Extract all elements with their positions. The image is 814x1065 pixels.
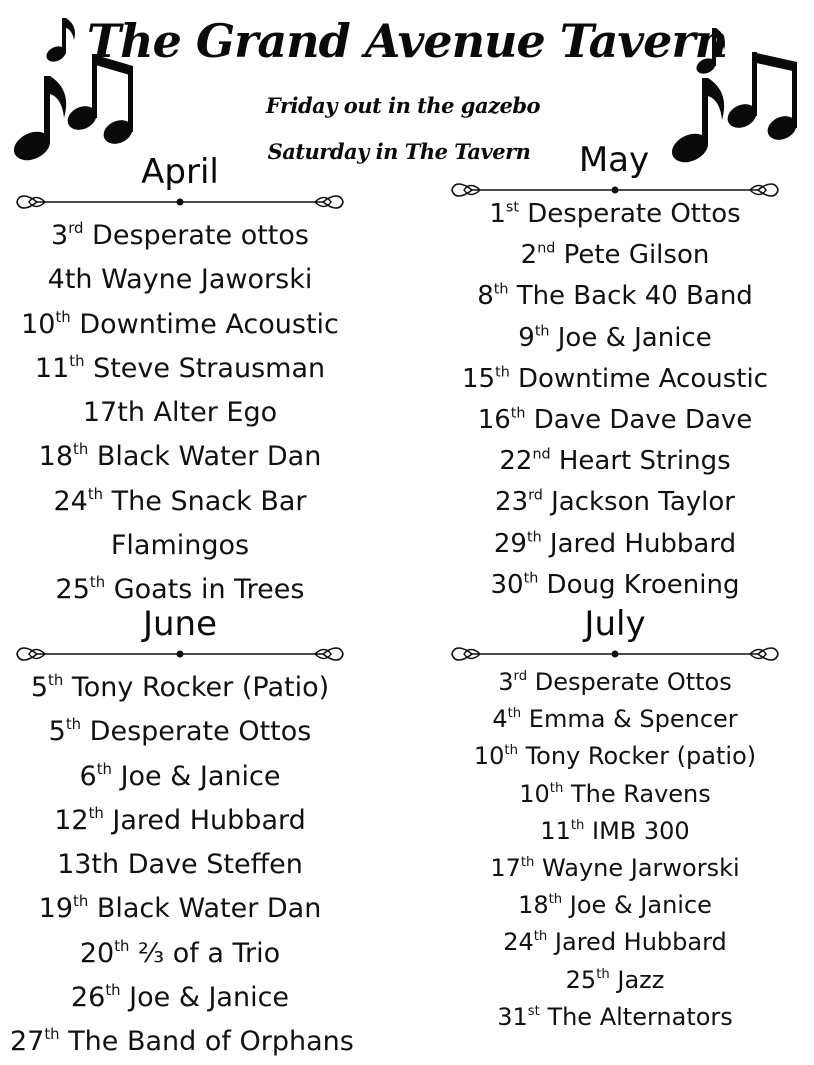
event-act: Black Water Dan <box>96 441 322 473</box>
flourish-divider-icon <box>15 192 345 212</box>
event-day: 18 <box>518 891 549 920</box>
list-item <box>10 347 350 391</box>
month-heading-may: May <box>578 140 650 180</box>
event-day: 22 <box>499 446 533 477</box>
event-day-suffix: th <box>504 743 518 759</box>
event-day-suffix: th <box>69 351 85 370</box>
event-day-suffix: th <box>87 484 104 503</box>
event-act: Alter Ego <box>153 397 278 429</box>
july-section <box>445 604 785 1036</box>
list-item <box>445 887 785 924</box>
event-day: 2 <box>520 240 538 271</box>
event-act: Downtime Acoustic <box>79 308 339 340</box>
event-day-suffix: st <box>527 1003 540 1019</box>
event-act: Desperate Ottos <box>89 716 312 748</box>
list-item <box>445 924 785 961</box>
may-section <box>445 140 785 606</box>
list-item <box>10 932 350 976</box>
list-item <box>10 887 350 931</box>
event-day-suffix: th <box>549 780 564 796</box>
list-item <box>10 303 350 347</box>
list-item <box>445 999 785 1036</box>
flourish-divider-icon <box>450 644 780 664</box>
event-act: Goats in Trees <box>113 574 305 606</box>
list-item <box>10 666 350 710</box>
event-act: Jackson Taylor <box>551 487 735 518</box>
event-act: Steve Strausman <box>93 352 326 384</box>
event-act: Jared Hubbard <box>554 928 727 957</box>
month-heading-april: April <box>141 152 219 192</box>
event-day-suffix: nd <box>532 446 551 463</box>
event-day-suffix: th <box>114 936 130 955</box>
list-item <box>10 391 350 435</box>
event-day: 5 <box>30 672 49 703</box>
july-list <box>445 664 785 1036</box>
event-day-suffix: th <box>55 307 71 326</box>
event-act: Pete Gilson <box>563 240 710 271</box>
event-day: 4th <box>47 264 93 296</box>
list-item <box>445 850 785 887</box>
event-act: The Ravens <box>570 779 711 808</box>
event-day: 26 <box>70 982 106 1014</box>
may-list <box>445 194 785 606</box>
list-item <box>10 710 350 754</box>
list-item <box>445 813 785 850</box>
list-item <box>10 755 350 799</box>
event-act: Joe & Janice <box>569 891 712 920</box>
event-day: 9 <box>518 322 535 353</box>
event-day: 18 <box>38 441 74 473</box>
list-item <box>10 976 350 1020</box>
event-day: 27 <box>10 1026 45 1058</box>
flourish-divider-icon <box>15 644 345 664</box>
event-day-suffix: th <box>510 405 526 422</box>
june-section <box>10 604 354 1065</box>
event-day: 16 <box>477 405 511 436</box>
page-title: The Grand Avenue Tavern <box>86 14 728 68</box>
event-day-suffix: th <box>533 929 548 945</box>
event-day: 8 <box>477 281 494 312</box>
event-day-suffix: th <box>548 892 563 908</box>
event-act: Wayne Jarworski <box>542 854 740 883</box>
event-act: The Band of Orphans <box>68 1026 354 1058</box>
june-list <box>10 666 354 1065</box>
list-item <box>445 318 785 359</box>
event-day: 23 <box>495 487 529 518</box>
event-day: 3 <box>498 668 514 696</box>
list-item <box>445 482 785 523</box>
event-day: 25 <box>565 965 597 994</box>
list-item <box>10 214 350 258</box>
event-day: 19 <box>38 893 74 925</box>
event-act: Jared Hubbard <box>549 528 737 559</box>
list-item <box>445 664 785 701</box>
list-item <box>10 1020 354 1064</box>
event-act: Joe & Janice <box>557 322 712 353</box>
event-act: The Back 40 Band <box>516 281 753 312</box>
event-day: 31 <box>497 1002 528 1031</box>
list-item <box>10 799 350 843</box>
list-item <box>10 843 350 887</box>
event-act: Dave Dave Dave <box>533 405 753 436</box>
event-day-suffix: th <box>73 892 89 911</box>
april-section <box>10 152 350 613</box>
event-act: Heart Strings <box>558 446 731 477</box>
list-item <box>445 962 785 999</box>
event-day: 24 <box>53 485 88 517</box>
event-day-suffix: th <box>507 706 522 722</box>
event-day: 30 <box>490 569 524 600</box>
april-list <box>10 214 350 613</box>
list-item <box>445 441 785 482</box>
event-act: ⅔ of a Trio <box>138 937 281 969</box>
event-day: 10 <box>519 779 550 808</box>
event-act: Desperate ottos <box>92 220 309 251</box>
event-day: 10 <box>21 308 56 340</box>
list-item <box>445 701 785 738</box>
event-act: Jared Hubbard <box>112 804 306 836</box>
event-day: 6 <box>79 760 97 792</box>
event-act: Tony Rocker (patio) <box>525 742 757 771</box>
event-day-suffix: th <box>495 364 510 381</box>
event-day-suffix: th <box>89 573 106 592</box>
event-act: Jazz <box>617 965 665 994</box>
event-act: Dave Steffen <box>127 849 303 881</box>
event-act: IMB 300 <box>592 816 690 845</box>
event-day: 5 <box>48 716 66 748</box>
event-day-suffix: th <box>88 803 104 822</box>
list-item <box>10 258 350 302</box>
event-day-suffix: th <box>520 855 535 871</box>
event-act: Flamingos <box>110 530 250 562</box>
event-day: 10 <box>473 742 505 771</box>
month-heading-june: June <box>142 604 218 644</box>
event-day-suffix: th <box>44 1025 60 1044</box>
event-day-suffix: th <box>48 670 64 689</box>
event-act: Desperate Ottos <box>534 668 732 696</box>
event-day: 17 <box>490 854 521 883</box>
event-day-suffix: th <box>526 528 542 545</box>
list-item <box>445 738 785 775</box>
event-day: 24 <box>503 928 534 957</box>
event-act: Desperate Ottos <box>527 199 741 229</box>
list-item <box>445 524 785 565</box>
month-heading-july: July <box>584 604 646 644</box>
event-day: 13th <box>57 849 120 881</box>
event-act: Downtime Acoustic <box>518 363 768 394</box>
event-day-suffix: th <box>493 281 509 298</box>
list-item <box>445 235 785 276</box>
event-day-suffix: rd <box>528 487 543 504</box>
event-day: 3 <box>51 220 69 251</box>
event-day-suffix: th <box>73 440 89 459</box>
event-day-suffix: th <box>65 715 82 734</box>
event-day: 15 <box>462 363 496 394</box>
event-day: 25 <box>55 574 90 606</box>
event-day-suffix: th <box>596 966 610 982</box>
event-act: The Alternators <box>547 1002 733 1031</box>
event-day: 29 <box>493 528 527 559</box>
event-day-suffix: th <box>523 570 539 587</box>
event-act: The Snack Bar <box>111 485 307 517</box>
event-act: Wayne Jaworski <box>101 264 313 296</box>
event-act: Black Water Dan <box>96 893 322 925</box>
event-act: Doug Kroening <box>546 569 740 600</box>
subtitle-saturday: Saturday in The Tavern <box>267 139 531 164</box>
event-day-suffix: th <box>105 980 121 999</box>
list-item <box>445 565 785 606</box>
event-day: 20 <box>79 937 115 969</box>
list-item <box>10 524 350 568</box>
event-day-suffix: th <box>570 817 585 833</box>
event-day-suffix: st <box>505 199 519 216</box>
event-day: 12 <box>54 804 89 836</box>
event-day: 4 <box>492 705 508 734</box>
list-item <box>445 776 785 813</box>
event-day-suffix: th <box>96 759 112 778</box>
event-day: 11 <box>34 352 70 384</box>
list-item <box>445 359 785 400</box>
event-act: Joe & Janice <box>129 982 290 1014</box>
event-day: 11 <box>540 816 571 845</box>
list-item <box>445 400 785 441</box>
event-day-suffix: nd <box>537 240 556 257</box>
event-day-suffix: rd <box>513 669 528 685</box>
event-day-suffix: rd <box>68 218 84 237</box>
list-item <box>445 276 785 317</box>
event-act: Emma & Spencer <box>528 705 738 734</box>
list-item <box>10 480 350 524</box>
event-day: 17th <box>82 397 145 429</box>
event-day-suffix: th <box>534 322 550 339</box>
subtitle-friday: Friday out in the gazebo <box>265 93 541 118</box>
list-item <box>445 194 785 235</box>
event-act: Tony Rocker (Patio) <box>71 672 330 703</box>
list-item <box>10 435 350 479</box>
event-act: Joe & Janice <box>120 760 281 792</box>
event-day: 1 <box>489 199 506 229</box>
